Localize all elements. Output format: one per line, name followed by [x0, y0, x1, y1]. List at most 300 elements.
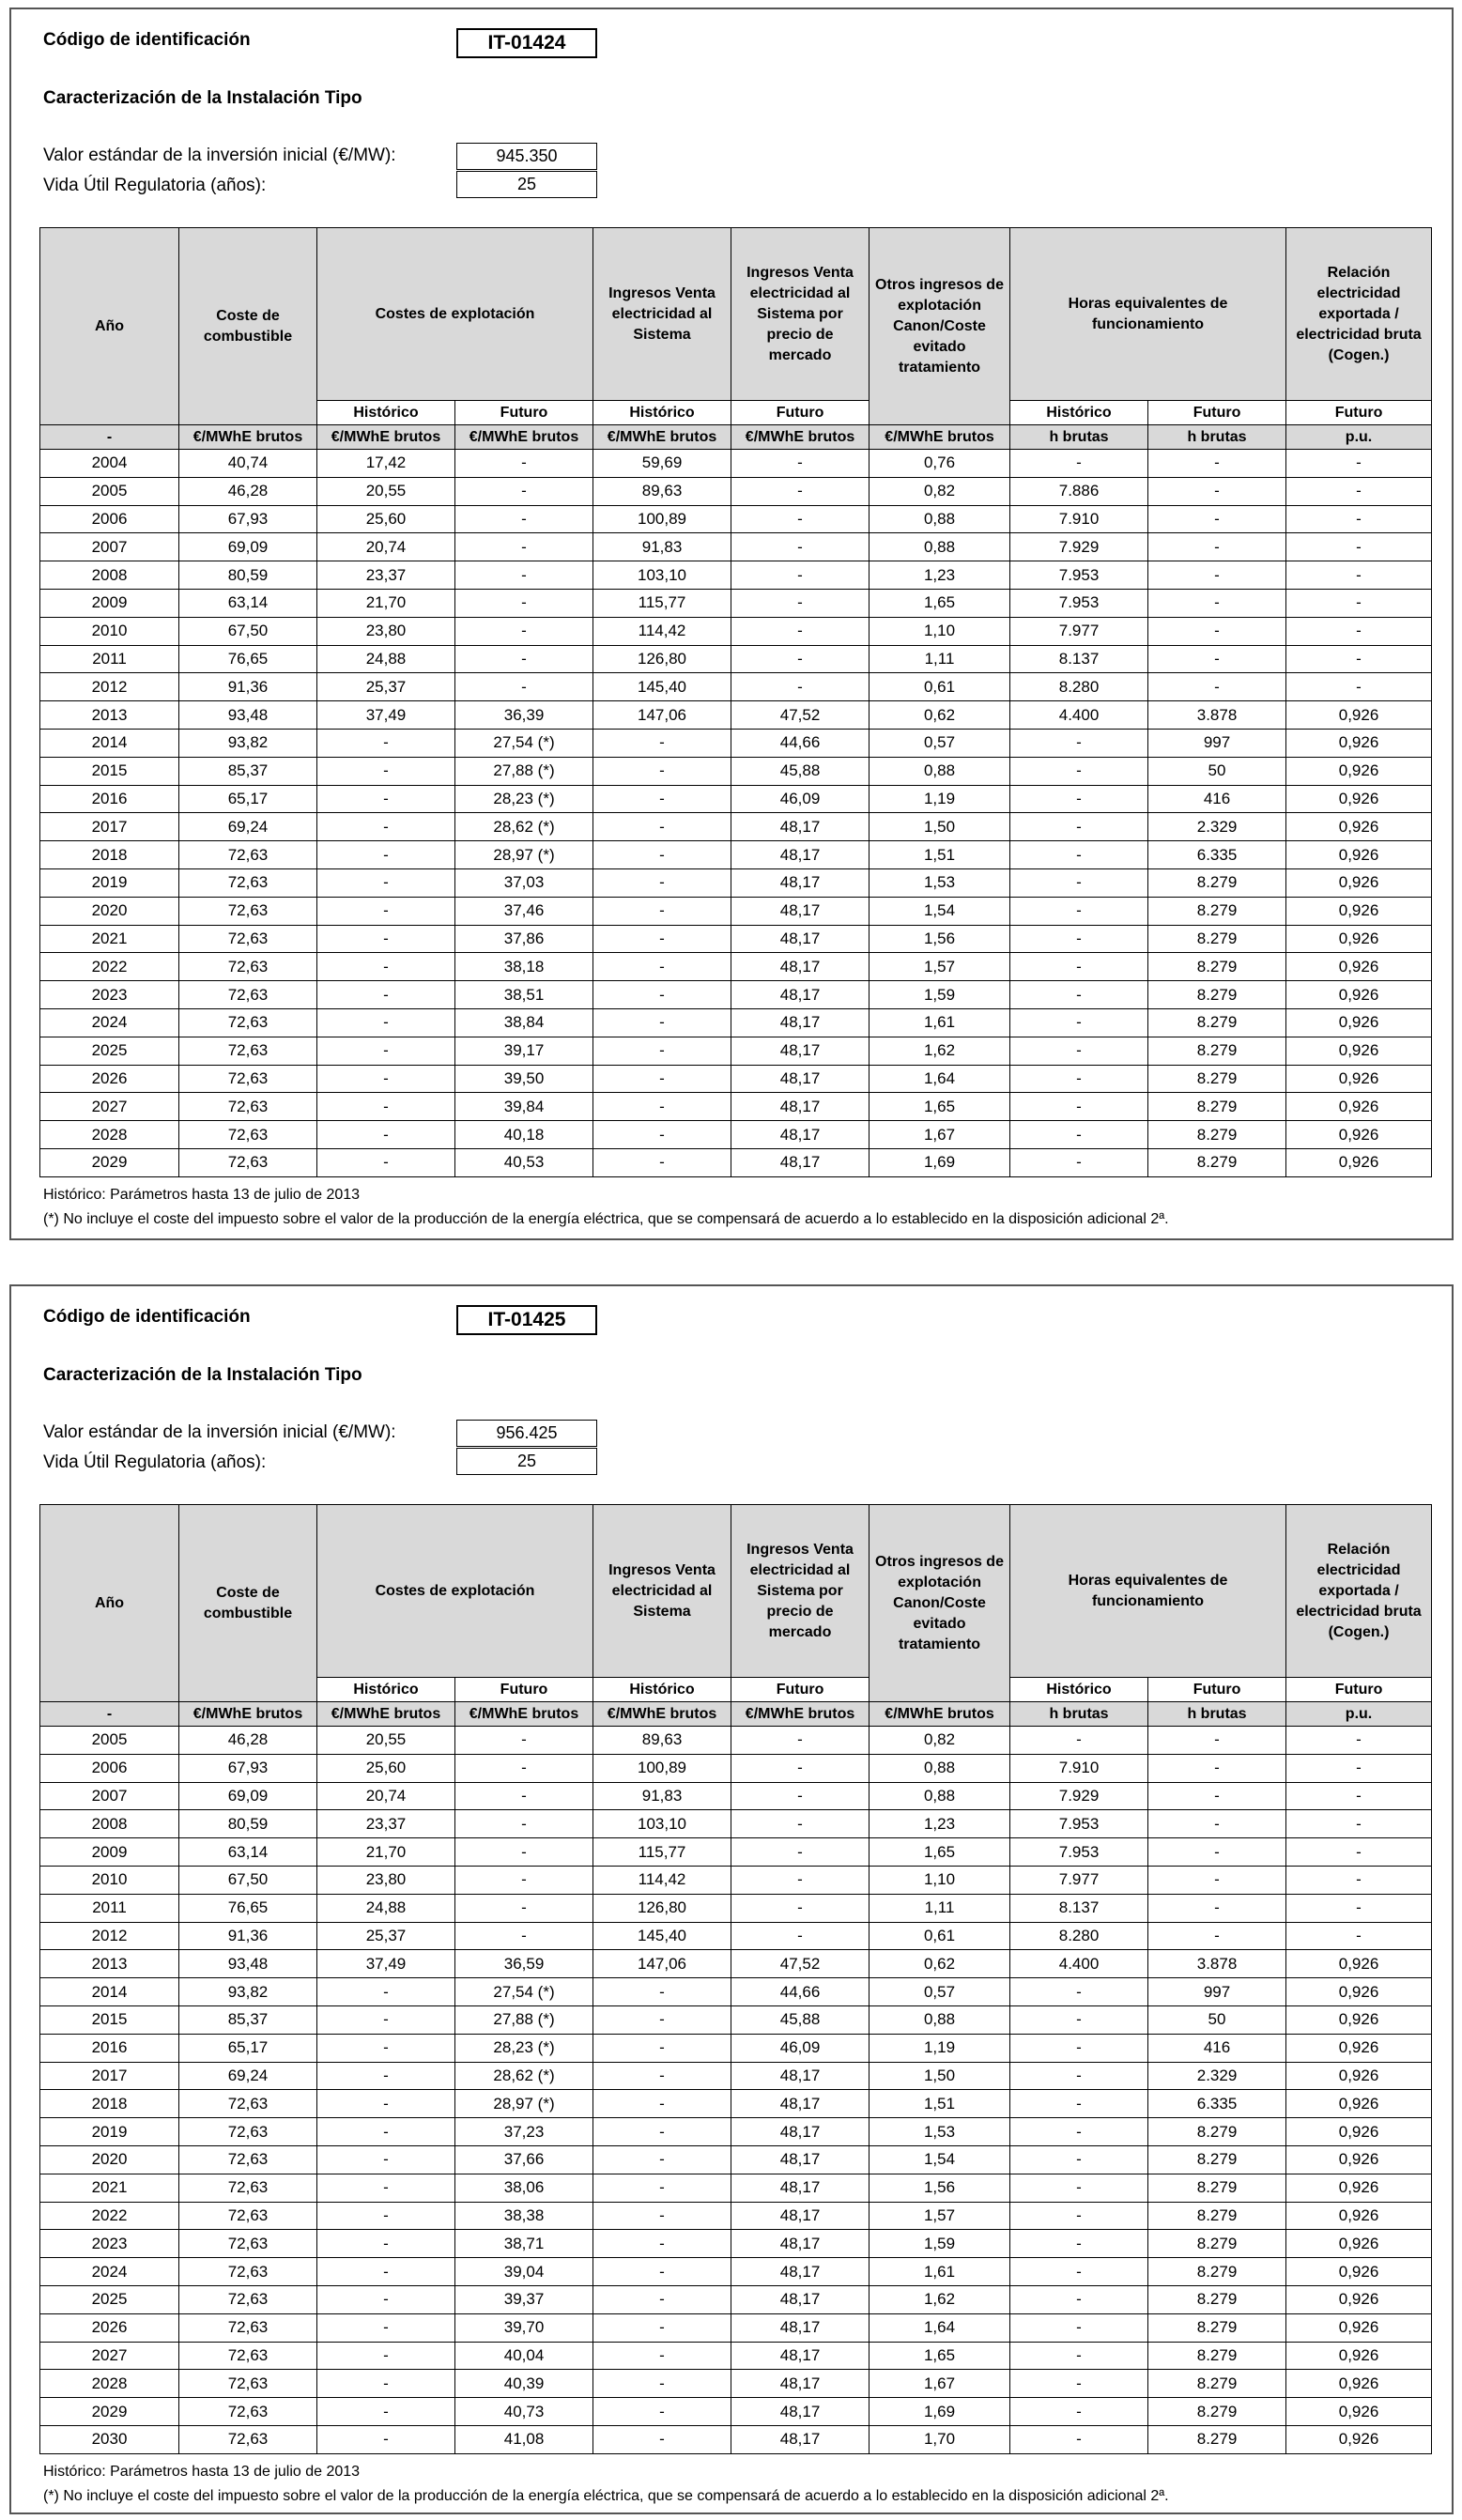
- value-cell: 1,11: [870, 645, 1010, 673]
- value-cell: 39,50: [455, 1065, 593, 1093]
- value-cell: -: [317, 1093, 455, 1121]
- value-cell: -: [1148, 1754, 1286, 1782]
- value-cell: 1,65: [870, 1093, 1010, 1121]
- value-cell: 7.953: [1010, 589, 1148, 617]
- value-cell: 48,17: [731, 2174, 870, 2202]
- table-row: [40, 813, 1432, 841]
- value-cell: 24,88: [317, 645, 455, 673]
- unit-cell: p.u.: [1286, 1702, 1432, 1727]
- value-cell: -: [593, 813, 731, 841]
- year-cell: 2005: [40, 1727, 179, 1755]
- value-cell: 0,926: [1286, 953, 1432, 981]
- value-cell: 1,56: [870, 925, 1010, 953]
- table-row: [40, 1950, 1432, 1978]
- value-cell: 72,63: [179, 1121, 317, 1149]
- value-cell: -: [593, 841, 731, 869]
- value-cell: -: [317, 2370, 455, 2398]
- year-cell: 2015: [40, 2005, 179, 2034]
- value-cell: 1,69: [870, 2398, 1010, 2426]
- year-cell: 2013: [40, 701, 179, 730]
- value-cell: 63,14: [179, 589, 317, 617]
- value-cell: 115,77: [593, 1838, 731, 1867]
- value-cell: 145,40: [593, 673, 731, 701]
- value-cell: -: [1148, 645, 1286, 673]
- value-cell: -: [1148, 1782, 1286, 1810]
- year-cell: 2018: [40, 2090, 179, 2118]
- value-cell: -: [731, 589, 870, 617]
- value-cell: 80,59: [179, 561, 317, 590]
- value-cell: -: [731, 1810, 870, 1838]
- value-cell: 1,61: [870, 1008, 1010, 1037]
- value-cell: 8.279: [1148, 2118, 1286, 2146]
- table-row: [40, 1093, 1432, 1121]
- value-cell: 72,63: [179, 2202, 317, 2230]
- value-cell: -: [1286, 505, 1432, 533]
- value-cell: 40,73: [455, 2398, 593, 2426]
- value-cell: 23,80: [317, 617, 455, 645]
- value-cell: 0,926: [1286, 2313, 1432, 2342]
- value-cell: -: [1010, 2062, 1148, 2090]
- year-cell: 2008: [40, 561, 179, 590]
- value-cell: 6.335: [1148, 2090, 1286, 2118]
- code-value: IT-01424: [456, 28, 597, 58]
- value-cell: -: [317, 981, 455, 1009]
- value-cell: 41,08: [455, 2425, 593, 2453]
- value-cell: 0,926: [1286, 981, 1432, 1009]
- value-cell: 8.279: [1148, 2258, 1286, 2286]
- value-cell: -: [317, 1978, 455, 2006]
- value-cell: -: [1010, 1037, 1148, 1065]
- value-cell: 8.137: [1010, 1894, 1148, 1922]
- value-cell: 48,17: [731, 2342, 870, 2370]
- value-cell: 63,14: [179, 1838, 317, 1867]
- value-cell: 0,926: [1286, 1950, 1432, 1978]
- value-cell: -: [317, 2398, 455, 2426]
- value-cell: 8.279: [1148, 2174, 1286, 2202]
- value-cell: -: [593, 2062, 731, 2090]
- value-cell: 40,18: [455, 1121, 593, 1149]
- year-cell: 2014: [40, 1978, 179, 2006]
- value-cell: 0,926: [1286, 729, 1432, 757]
- year-cell: 2019: [40, 868, 179, 897]
- value-cell: -: [317, 757, 455, 785]
- value-cell: 28,97 (*): [455, 2090, 593, 2118]
- table-row: [40, 1922, 1432, 1950]
- value-cell: 1,23: [870, 1810, 1010, 1838]
- value-cell: 28,62 (*): [455, 2062, 593, 2090]
- value-cell: 0,926: [1286, 2342, 1432, 2370]
- value-cell: 72,63: [179, 2285, 317, 2313]
- header-equivalent-hours: Horas equivalentes de funcionamiento: [1010, 1505, 1286, 1678]
- value-cell: 23,37: [317, 561, 455, 590]
- value-cell: 93,82: [179, 729, 317, 757]
- value-cell: 0,926: [1286, 2145, 1432, 2174]
- value-cell: 1,19: [870, 2034, 1010, 2062]
- value-cell: 50: [1148, 2005, 1286, 2034]
- value-cell: 69,09: [179, 1782, 317, 1810]
- year-cell: 2006: [40, 1754, 179, 1782]
- header-fuel-cost: Coste de combustible: [179, 228, 317, 425]
- value-cell: 23,37: [317, 1810, 455, 1838]
- year-cell: 2011: [40, 1894, 179, 1922]
- value-cell: 1,53: [870, 2118, 1010, 2146]
- investment-label: Valor estándar de la inversión inicial (€/MW):: [43, 1422, 396, 1442]
- table-row: [40, 953, 1432, 981]
- year-cell: 2020: [40, 2145, 179, 2174]
- value-cell: -: [317, 1121, 455, 1149]
- value-cell: 48,17: [731, 897, 870, 925]
- value-cell: 27,88 (*): [455, 2005, 593, 2034]
- value-cell: 72,63: [179, 981, 317, 1009]
- code-value: IT-01425: [456, 1305, 597, 1335]
- value-cell: 72,63: [179, 1065, 317, 1093]
- value-cell: -: [1286, 1922, 1432, 1950]
- value-cell: -: [593, 897, 731, 925]
- value-cell: 47,52: [731, 701, 870, 730]
- value-cell: -: [317, 785, 455, 813]
- value-cell: 72,63: [179, 2425, 317, 2453]
- value-cell: 48,17: [731, 2370, 870, 2398]
- value-cell: 0,57: [870, 729, 1010, 757]
- value-cell: -: [1010, 1727, 1148, 1755]
- value-cell: 72,63: [179, 897, 317, 925]
- value-cell: -: [455, 1838, 593, 1867]
- header-electricity-ratio: Relación electricidad exportada / electricidad bruta (Cogen.): [1286, 1505, 1432, 1678]
- value-cell: 45,88: [731, 757, 870, 785]
- investment-label: Valor estándar de la inversión inicial (€/MW):: [43, 146, 396, 165]
- value-cell: 69,24: [179, 2062, 317, 2090]
- value-cell: 1,65: [870, 1838, 1010, 1867]
- value-cell: 36,59: [455, 1950, 593, 1978]
- table-row: [40, 450, 1432, 478]
- value-cell: 8.279: [1148, 2398, 1286, 2426]
- year-cell: 2029: [40, 2398, 179, 2426]
- year-cell: 2028: [40, 2370, 179, 2398]
- value-cell: 416: [1148, 785, 1286, 813]
- value-cell: 7.953: [1010, 1810, 1148, 1838]
- unit-cell: €/MWhE brutos: [179, 425, 317, 450]
- value-cell: 25,37: [317, 1922, 455, 1950]
- value-cell: -: [1010, 925, 1148, 953]
- value-cell: 48,17: [731, 868, 870, 897]
- table-row: [40, 729, 1432, 757]
- value-cell: 7.910: [1010, 505, 1148, 533]
- value-cell: -: [593, 2005, 731, 2034]
- value-cell: -: [455, 617, 593, 645]
- sub-future: Futuro: [731, 401, 870, 425]
- value-cell: -: [455, 561, 593, 590]
- value-cell: 48,17: [731, 1008, 870, 1037]
- value-cell: -: [731, 1782, 870, 1810]
- value-cell: 24,88: [317, 1894, 455, 1922]
- value-cell: 1,23: [870, 561, 1010, 590]
- value-cell: 48,17: [731, 1093, 870, 1121]
- value-cell: 25,60: [317, 505, 455, 533]
- value-cell: -: [593, 981, 731, 1009]
- value-cell: 45,88: [731, 2005, 870, 2034]
- value-cell: -: [455, 1810, 593, 1838]
- value-cell: -: [317, 1037, 455, 1065]
- value-cell: 28,23 (*): [455, 785, 593, 813]
- value-cell: 48,17: [731, 1121, 870, 1149]
- value-cell: 0,926: [1286, 2285, 1432, 2313]
- value-cell: 0,926: [1286, 1008, 1432, 1037]
- value-cell: 0,88: [870, 505, 1010, 533]
- value-cell: -: [593, 757, 731, 785]
- value-cell: -: [1010, 2313, 1148, 2342]
- value-cell: -: [317, 2118, 455, 2146]
- value-cell: 37,49: [317, 701, 455, 730]
- value-cell: -: [593, 785, 731, 813]
- value-cell: -: [1010, 2230, 1148, 2258]
- value-cell: 27,54 (*): [455, 1978, 593, 2006]
- year-cell: 2025: [40, 2285, 179, 2313]
- value-cell: -: [731, 617, 870, 645]
- value-cell: 67,93: [179, 1754, 317, 1782]
- year-cell: 2007: [40, 533, 179, 561]
- value-cell: 37,03: [455, 868, 593, 897]
- value-cell: 72,63: [179, 1148, 317, 1176]
- value-cell: -: [1010, 2090, 1148, 2118]
- year-cell: 2017: [40, 813, 179, 841]
- value-cell: 48,17: [731, 953, 870, 981]
- investment-value: 956.425: [456, 1420, 597, 1447]
- table-row: [40, 1727, 1432, 1755]
- value-cell: 69,24: [179, 813, 317, 841]
- value-cell: -: [593, 2090, 731, 2118]
- value-cell: 1,64: [870, 1065, 1010, 1093]
- value-cell: 28,62 (*): [455, 813, 593, 841]
- value-cell: -: [1010, 2118, 1148, 2146]
- table-row: [40, 533, 1432, 561]
- value-cell: 8.279: [1148, 2342, 1286, 2370]
- value-cell: -: [1010, 897, 1148, 925]
- table-row: [40, 589, 1432, 617]
- value-cell: -: [1148, 561, 1286, 590]
- value-cell: -: [1010, 813, 1148, 841]
- value-cell: 0,926: [1286, 2398, 1432, 2426]
- value-cell: -: [731, 1727, 870, 1755]
- value-cell: 0,926: [1286, 841, 1432, 869]
- table-row: [40, 2230, 1432, 2258]
- value-cell: 72,63: [179, 2398, 317, 2426]
- value-cell: -: [731, 477, 870, 505]
- value-cell: 8.279: [1148, 925, 1286, 953]
- value-cell: -: [593, 2258, 731, 2286]
- sub-future: Futuro: [731, 1678, 870, 1702]
- table-row: [40, 897, 1432, 925]
- unit-cell: €/MWhE brutos: [317, 425, 455, 450]
- sub-historic: Histórico: [317, 1678, 455, 1702]
- table-row: [40, 673, 1432, 701]
- value-cell: -: [1286, 617, 1432, 645]
- value-cell: 0,76: [870, 450, 1010, 478]
- value-cell: -: [1010, 1148, 1148, 1176]
- value-cell: 72,63: [179, 2313, 317, 2342]
- value-cell: 3.878: [1148, 701, 1286, 730]
- value-cell: 0,926: [1286, 1121, 1432, 1149]
- value-cell: 20,74: [317, 1782, 455, 1810]
- table-row: [40, 701, 1432, 730]
- value-cell: 147,06: [593, 701, 731, 730]
- value-cell: 103,10: [593, 1810, 731, 1838]
- value-cell: 114,42: [593, 1866, 731, 1894]
- year-cell: 2011: [40, 645, 179, 673]
- year-cell: 2024: [40, 2258, 179, 2286]
- year-cell: 2023: [40, 981, 179, 1009]
- year-cell: 2010: [40, 1866, 179, 1894]
- value-cell: 1,54: [870, 897, 1010, 925]
- header-sales-market: Ingresos Venta electricidad al Sistema por precio de mercado: [731, 1505, 870, 1678]
- value-cell: 72,63: [179, 1008, 317, 1037]
- table-row: [40, 1894, 1432, 1922]
- table-row: [40, 2005, 1432, 2034]
- unit-cell: -: [40, 1702, 179, 1727]
- value-cell: 48,17: [731, 981, 870, 1009]
- value-cell: -: [1010, 450, 1148, 478]
- value-cell: -: [593, 1978, 731, 2006]
- value-cell: -: [455, 1894, 593, 1922]
- value-cell: 76,65: [179, 645, 317, 673]
- year-cell: 2016: [40, 2034, 179, 2062]
- table-row: [40, 1065, 1432, 1093]
- footnote-tax: (*) No incluye el coste del impuesto sobre el valor de la producción de la energía eléctrica, que se compensará de acuerdo a lo establecido en la disposición adicional 2ª.: [43, 1211, 1169, 1227]
- value-cell: 1,57: [870, 953, 1010, 981]
- value-cell: -: [1010, 981, 1148, 1009]
- header-electricity-ratio: Relación electricidad exportada / electricidad bruta (Cogen.): [1286, 228, 1432, 401]
- value-cell: 0,926: [1286, 701, 1432, 730]
- year-cell: 2007: [40, 1782, 179, 1810]
- parameters-table: [39, 227, 1432, 1177]
- value-cell: 0,926: [1286, 2370, 1432, 2398]
- value-cell: -: [593, 2398, 731, 2426]
- value-cell: 89,63: [593, 1727, 731, 1755]
- value-cell: 39,37: [455, 2285, 593, 2313]
- value-cell: -: [317, 2230, 455, 2258]
- value-cell: 0,926: [1286, 2230, 1432, 2258]
- value-cell: -: [1010, 1008, 1148, 1037]
- value-cell: 48,17: [731, 2313, 870, 2342]
- value-cell: -: [317, 2090, 455, 2118]
- value-cell: 1,51: [870, 2090, 1010, 2118]
- value-cell: 8.279: [1148, 981, 1286, 1009]
- value-cell: 91,83: [593, 1782, 731, 1810]
- table-row: [40, 2370, 1432, 2398]
- value-cell: -: [1010, 2174, 1148, 2202]
- unit-cell: h brutas: [1010, 1702, 1148, 1727]
- value-cell: 8.279: [1148, 868, 1286, 897]
- value-cell: 39,70: [455, 2313, 593, 2342]
- value-cell: 72,63: [179, 2145, 317, 2174]
- value-cell: 50: [1148, 757, 1286, 785]
- year-cell: 2019: [40, 2118, 179, 2146]
- value-cell: -: [593, 2370, 731, 2398]
- unit-cell: €/MWhE brutos: [317, 1702, 455, 1727]
- value-cell: 0,926: [1286, 813, 1432, 841]
- value-cell: -: [1286, 645, 1432, 673]
- value-cell: -: [1010, 2005, 1148, 2034]
- value-cell: 48,17: [731, 2398, 870, 2426]
- value-cell: 0,926: [1286, 2034, 1432, 2062]
- value-cell: -: [1286, 589, 1432, 617]
- table-row: [40, 2118, 1432, 2146]
- value-cell: 100,89: [593, 505, 731, 533]
- table-row: [40, 1782, 1432, 1810]
- value-cell: 0,926: [1286, 2118, 1432, 2146]
- value-cell: 48,17: [731, 2230, 870, 2258]
- year-cell: 2029: [40, 1148, 179, 1176]
- value-cell: 27,54 (*): [455, 729, 593, 757]
- value-cell: 8.279: [1148, 2230, 1286, 2258]
- value-cell: -: [593, 2425, 731, 2453]
- table-row: [40, 2425, 1432, 2453]
- unit-cell: h brutas: [1148, 1702, 1286, 1727]
- year-cell: 2012: [40, 673, 179, 701]
- value-cell: -: [1010, 2258, 1148, 2286]
- header-sales-system: Ingresos Venta electricidad al Sistema: [593, 1505, 731, 1678]
- value-cell: 8.279: [1148, 953, 1286, 981]
- value-cell: -: [593, 2342, 731, 2370]
- value-cell: 72,63: [179, 2258, 317, 2286]
- unit-cell: h brutas: [1010, 425, 1148, 450]
- value-cell: 0,926: [1286, 1978, 1432, 2006]
- footnote-historic: Histórico: Parámetros hasta 13 de julio de 2013: [43, 1187, 361, 1203]
- value-cell: -: [593, 2174, 731, 2202]
- value-cell: -: [455, 589, 593, 617]
- value-cell: 8.279: [1148, 1065, 1286, 1093]
- value-cell: 72,63: [179, 868, 317, 897]
- value-cell: 1,62: [870, 2285, 1010, 2313]
- value-cell: -: [317, 2005, 455, 2034]
- table-row: [40, 2285, 1432, 2313]
- code-label: Código de identificación: [43, 1307, 251, 1327]
- value-cell: 69,09: [179, 533, 317, 561]
- value-cell: 80,59: [179, 1810, 317, 1838]
- value-cell: -: [593, 729, 731, 757]
- value-cell: 1,57: [870, 2202, 1010, 2230]
- value-cell: -: [1286, 1866, 1432, 1894]
- table-row: [40, 1978, 1432, 2006]
- year-cell: 2015: [40, 757, 179, 785]
- value-cell: -: [317, 813, 455, 841]
- footnote-tax: (*) No incluye el coste del impuesto sobre el valor de la producción de la energía eléctrica, que se compensará de acuerdo a lo establecido en la disposición adicional 2ª.: [43, 2488, 1169, 2504]
- value-cell: 38,18: [455, 953, 593, 981]
- value-cell: 48,17: [731, 841, 870, 869]
- sub-future: Futuro: [1148, 1678, 1286, 1702]
- code-label: Código de identificación: [43, 30, 251, 50]
- table-row: [40, 2342, 1432, 2370]
- value-cell: 72,63: [179, 925, 317, 953]
- value-cell: 48,17: [731, 813, 870, 841]
- value-cell: 0,88: [870, 757, 1010, 785]
- value-cell: -: [1010, 2034, 1148, 2062]
- value-cell: -: [317, 1148, 455, 1176]
- value-cell: -: [731, 1922, 870, 1950]
- unit-cell: €/MWhE brutos: [731, 425, 870, 450]
- value-cell: 72,63: [179, 953, 317, 981]
- value-cell: -: [317, 841, 455, 869]
- value-cell: 7.886: [1010, 477, 1148, 505]
- value-cell: 48,17: [731, 1065, 870, 1093]
- value-cell: 1,11: [870, 1894, 1010, 1922]
- value-cell: 1,51: [870, 841, 1010, 869]
- value-cell: 72,63: [179, 2174, 317, 2202]
- value-cell: 48,17: [731, 2118, 870, 2146]
- year-cell: 2023: [40, 2230, 179, 2258]
- value-cell: -: [593, 1093, 731, 1121]
- value-cell: 48,17: [731, 2090, 870, 2118]
- value-cell: -: [593, 1148, 731, 1176]
